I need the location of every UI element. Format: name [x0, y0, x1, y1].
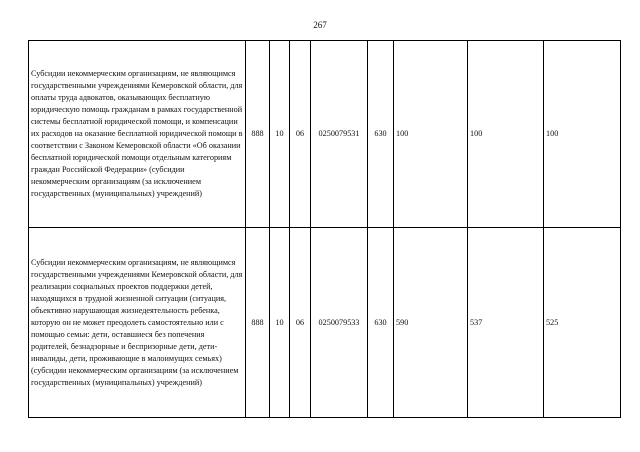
expense-type-code: 630: [368, 228, 394, 418]
subsection-code: 06: [290, 228, 311, 418]
row-description: Субсидии некоммерческим организациям, не являющимся государственными учреждениями Кемеровской области, для реализации социальных проектов поддержки детей, находящихся в трудной жизненной ситуации (ситуация, объективно нарушающая жизнедеятельность ребенка, которую он не может преодолеть самостоятельно или с помощью семьи: дети, оставшиеся без попечения родителей, безнадзорные и беспризорные дети, дети-инвалиды, дети, проживающие в малоимущих семьях) (субсидии некоммерческим организациям (за исключением государственных (муниципальных) учреждений): [29, 228, 246, 418]
subsection-code: 06: [290, 41, 311, 228]
amount-year-2: 537: [468, 228, 544, 418]
section-code: 10: [270, 41, 290, 228]
amount-year-1: 590: [394, 228, 468, 418]
target-article-code: 0250079533: [311, 228, 368, 418]
expense-type-code: 630: [368, 41, 394, 228]
amount-year-2: 100: [468, 41, 544, 228]
budget-table: [28, 40, 621, 418]
ministry-code: 888: [246, 228, 270, 418]
row-description: Субсидии некоммерческим организациям, не являющимся государственными учреждениями Кемеровской области, для оплаты труда адвокатов, оказывающих бесплатную юридическую помощь гражданам в рамках государственной системы бесплатной юридической помощи, и компенсации их расходов на оказание бесплатной юридической помощи в соответствии с Законом Кемеровской области «Об оказании бесплатной юридической помощи отдельным категориям граждан Российской Федерации» (субсидии некоммерческим организациям (за исключением государственных (муниципальных) учреждений): [29, 41, 246, 228]
page-number: 267: [313, 20, 327, 30]
target-article-code: 0250079531: [311, 41, 368, 228]
ministry-code: 888: [246, 41, 270, 228]
amount-year-1: 100: [394, 41, 468, 228]
amount-year-3: 525: [544, 228, 621, 418]
section-code: 10: [270, 228, 290, 418]
table-row: [29, 41, 621, 228]
table-row: [29, 228, 621, 418]
amount-year-3: 100: [544, 41, 621, 228]
